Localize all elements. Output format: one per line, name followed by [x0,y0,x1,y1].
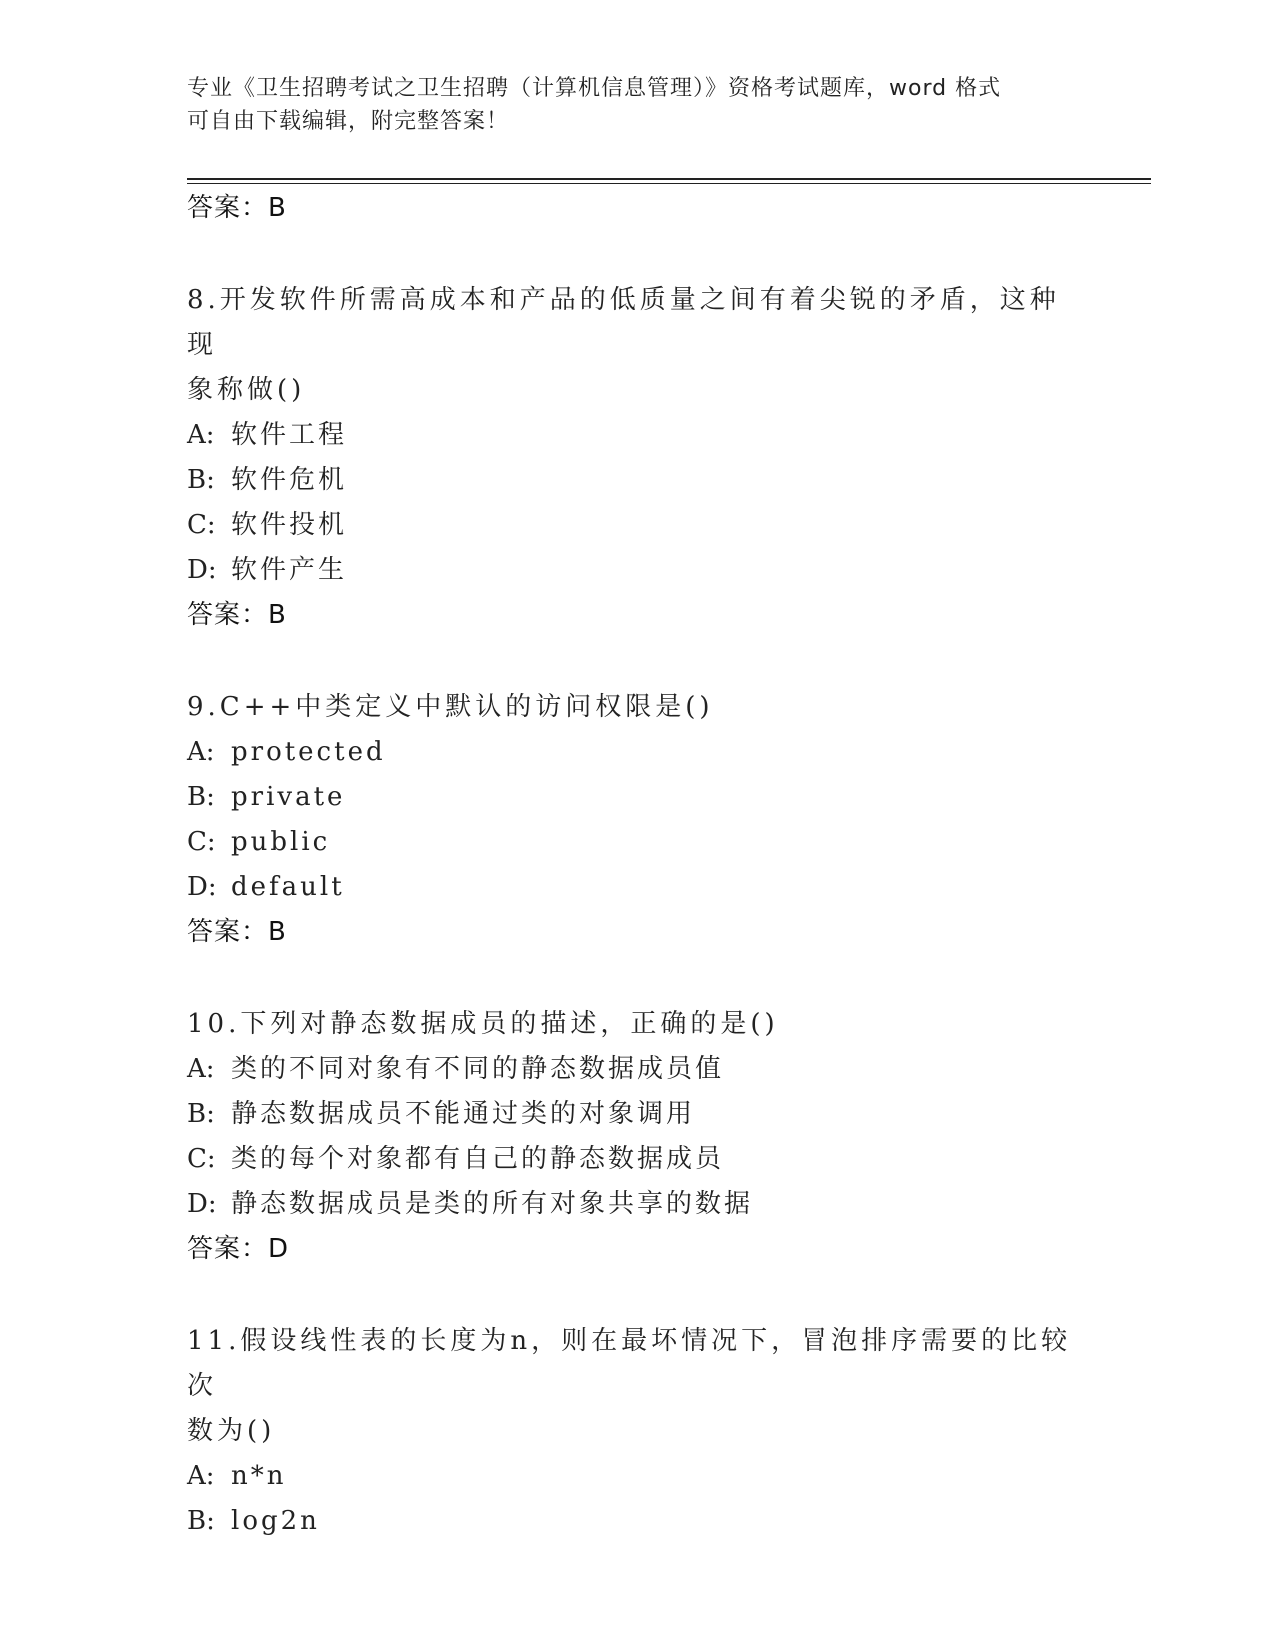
option-text: 软件危机 [231,465,348,495]
question-text-line: 象称做() [187,375,306,405]
option-a [187,1047,1087,1092]
question-10 [187,1002,1087,1272]
option-label: B: [187,465,215,495]
header-line-1: 专业《卫生招聘考试之卫生招聘（计算机信息管理）》资格考试题库，word 格式 [187,76,1002,101]
option-text: 静态数据成员不能通过类的对象调用 [231,1099,696,1129]
question-text [187,685,1087,730]
answer-line: 答案：D [187,1234,290,1264]
option-c [187,503,1087,548]
option-c [187,820,1087,865]
question-8 [187,278,1087,638]
question-11 [187,1319,1087,1544]
option-text: protected [231,737,386,767]
option-text: 静态数据成员是类的所有对象共享的数据 [231,1189,754,1219]
option-text: 软件工程 [231,420,348,450]
option-label: A: [187,420,215,450]
option-text: private [231,782,346,812]
option-a [187,413,1087,458]
question-text-line: 11.假设线性表的长度为n，则在最坏情况下，冒泡排序需要的比较次 [187,1326,1072,1401]
option-label: A: [187,737,215,767]
question-text-line: 数为() [187,1416,276,1446]
question-9 [187,685,1087,955]
option-text: log2n [231,1506,320,1536]
answer-line: 答案：B [187,193,287,223]
question-text-line: 9.C++中类定义中默认的访问权限是() [187,692,714,722]
answer-line: 答案：B [187,917,287,947]
option-b [187,1092,1087,1137]
question-list [187,186,1087,1544]
question-text [187,1319,1087,1454]
question-text-line: 8.开发软件所需高成本和产品的低质量之间有着尖锐的矛盾，这种现 [187,285,1060,360]
option-b [187,1499,1087,1544]
option-label: B: [187,782,215,812]
option-label: D: [187,872,217,902]
option-text: 类的每个对象都有自己的静态数据成员 [231,1144,725,1174]
option-d [187,1182,1087,1227]
option-text: n*n [231,1461,287,1491]
option-text: 软件投机 [231,510,348,540]
answer-line: 答案：B [187,600,287,630]
option-label: D: [187,1189,217,1219]
option-label: C: [187,1144,216,1174]
option-text: public [231,827,331,857]
option-b [187,458,1087,503]
option-label: C: [187,827,216,857]
option-d [187,865,1087,910]
option-label: A: [187,1461,215,1491]
header-line-2: 可自由下载编辑，附完整答案！ [187,109,510,134]
option-a [187,1454,1087,1499]
option-a [187,730,1087,775]
option-label: C: [187,510,216,540]
option-label: B: [187,1506,215,1536]
option-text: 软件产生 [231,555,348,585]
option-c [187,1137,1087,1182]
option-text: default [231,872,345,902]
option-label: B: [187,1099,215,1129]
option-label: D: [187,555,217,585]
header-rule-thin [187,183,1151,184]
question-text [187,1002,1087,1047]
option-d [187,548,1087,593]
option-label: A: [187,1054,215,1084]
question-text-line: 10.下列对静态数据成员的描述，正确的是() [187,1009,779,1039]
header-rule-thick [187,178,1151,180]
question-text [187,278,1087,413]
document-header [187,72,1067,138]
option-text: 类的不同对象有不同的静态数据成员值 [231,1054,725,1084]
option-b [187,775,1087,820]
